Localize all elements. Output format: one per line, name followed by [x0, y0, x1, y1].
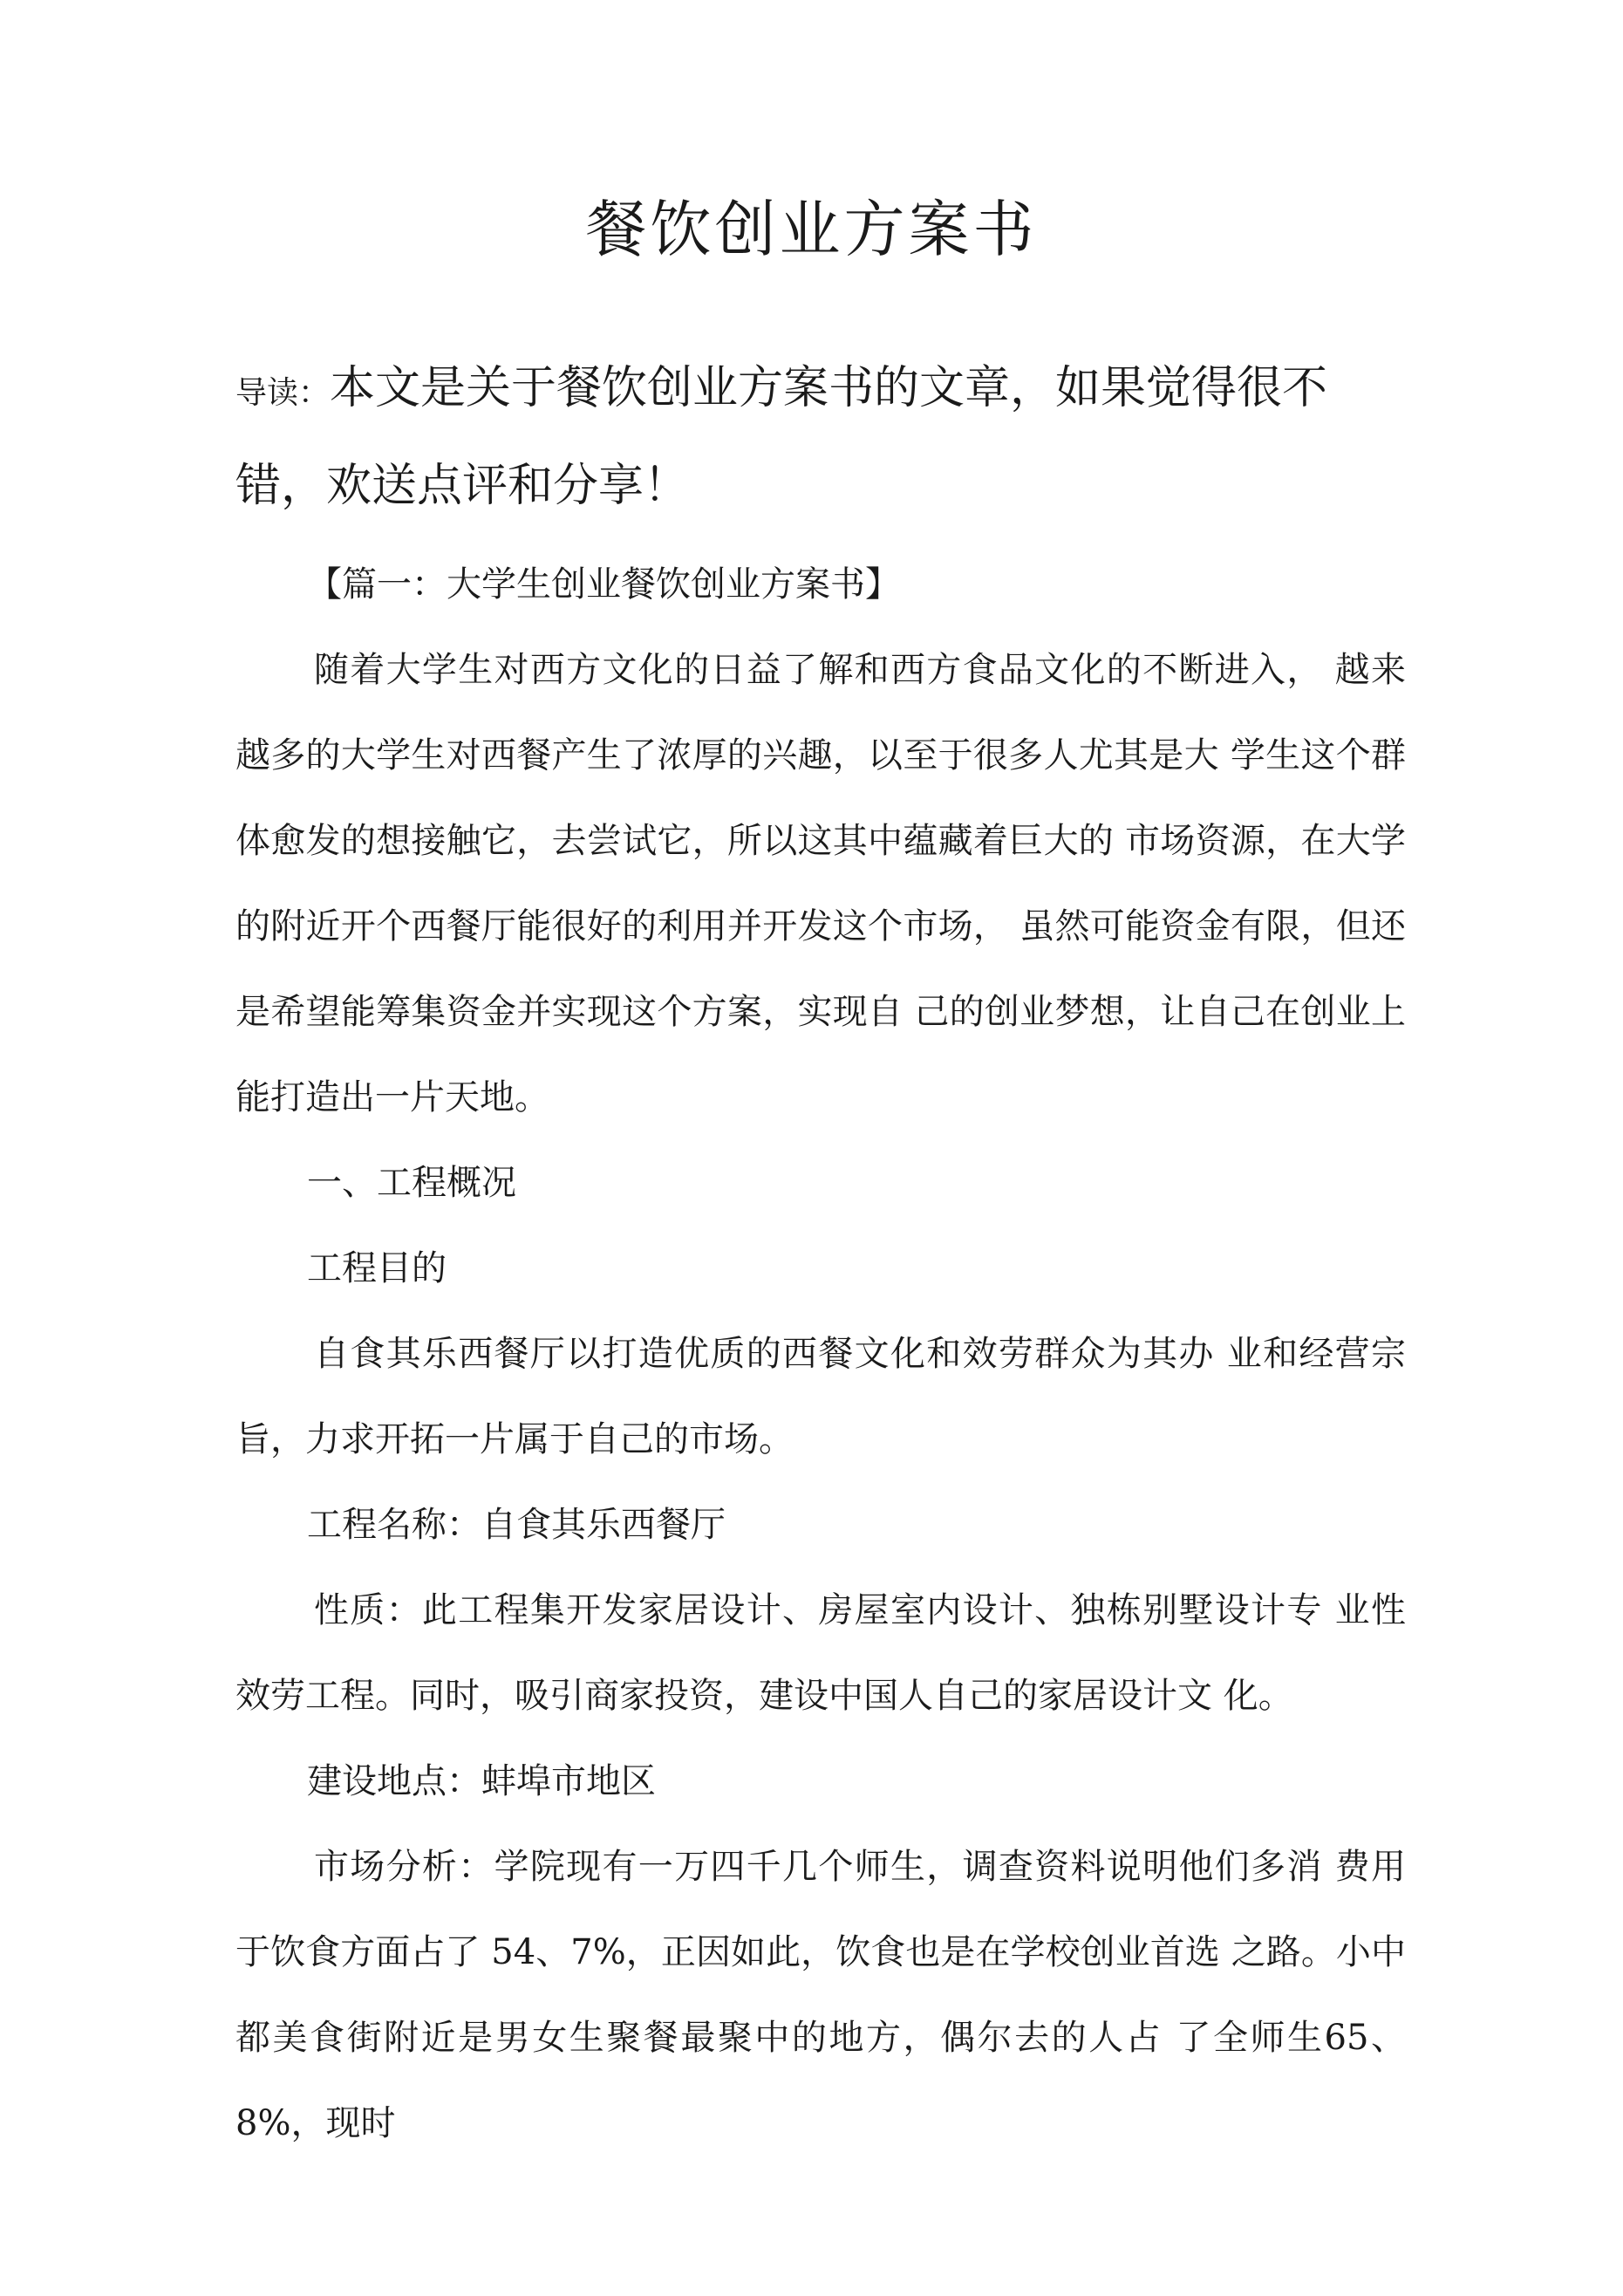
body-paragraph: 工程名称：自食其乐西餐厅 — [307, 1505, 726, 1545]
intro-paragraph — [235, 342, 1404, 533]
document-body — [235, 542, 1406, 2166]
document-title: 餐饮创业方案书 — [585, 194, 1038, 265]
body-paragraph: 市场分析：学院现有一万四千几个师生，调查资料说明他们多消 费用于饮食方面占了 54、7%，正因如此，饮食也是在学校创业首选 之路。小中都美食街附近是男女生聚餐最聚中的地方，偶尔去的人占 了全师生65、8%，现时 — [235, 1847, 1406, 2143]
subsection-heading: 工程目的 — [307, 1248, 447, 1288]
intro-text: 本文是关于餐饮创业方案书的文章，如果觉得很不错，欢送点评和分享！ — [235, 362, 1328, 512]
body-paragraph: 随着大学生对西方文化的日益了解和西方食品文化的不断进入， 越来越多的大学生对西餐产生了浓厚的兴趣，以至于很多人尤其是大 学生这个群体愈发的想接触它，去尝试它，所以这其中蕴藏着巨大的 市场资源，在大学的附近开个西餐厅能很好的利用并开发这个市场， 虽然可能资金有限，但还是希望能筹集资金并实现这个方案，实现自 己的创业梦想，让自己在创业上能打造出一片天地。 — [235, 650, 1406, 1117]
intro-label: 导读： — [235, 375, 331, 411]
section-heading: 一、工程概况 — [307, 1163, 516, 1203]
chapter-heading: 【篇一：大学生创业餐饮创业方案书】 — [307, 564, 900, 605]
body-paragraph: 建设地点：蚌埠市地区 — [307, 1761, 656, 1801]
body-paragraph: 性质：此工程集开发家居设计、房屋室内设计、独栋别墅设计专 业性效劳工程。同时，吸引商家投资，建设中国人自己的家居设计文 化。 — [235, 1590, 1406, 1716]
body-paragraph: 自食其乐西餐厅以打造优质的西餐文化和效劳群众为其办 业和经营宗旨，力求开拓一片属于自己的市场。 — [235, 1334, 1406, 1459]
